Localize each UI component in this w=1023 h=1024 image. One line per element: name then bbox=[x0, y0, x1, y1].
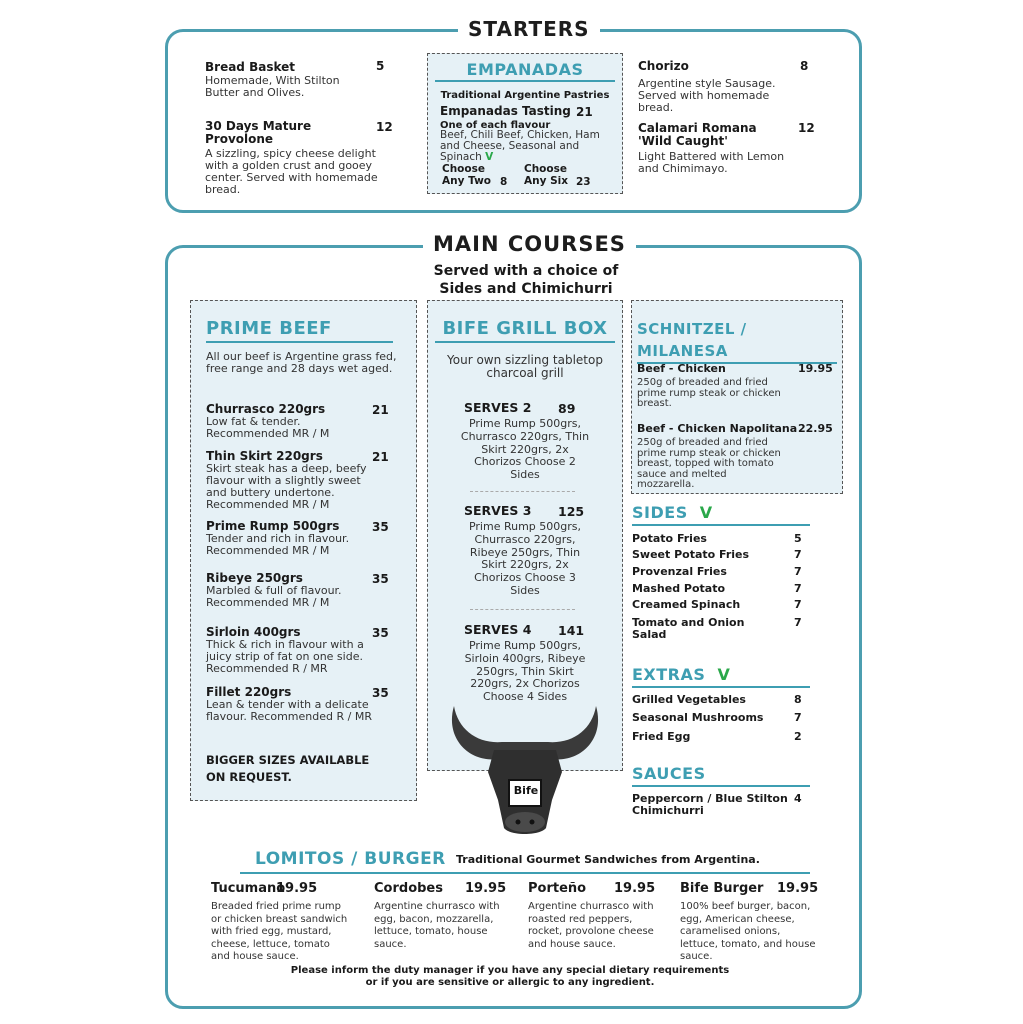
empanadas-flavours bbox=[440, 130, 618, 163]
beef-item-desc: Thick & rich in flavour with a juicy strip of fat on one side. Recommended R / MR bbox=[206, 638, 364, 675]
lomitos-title: LOMITOS / BURGER bbox=[255, 849, 446, 869]
beef-item-desc: Tender and rich in flavour. Recommended MR / M bbox=[206, 532, 350, 557]
lomitos-subtitle: Traditional Gourmet Sandwiches from Argentina. bbox=[456, 853, 760, 866]
lomitos-underline bbox=[240, 872, 810, 874]
main-courses-subtitle: Served with a choice of Sides and Chimichurri bbox=[433, 263, 619, 297]
side-item-name: Potato Fries bbox=[632, 532, 707, 545]
grill-option-name: SERVES 2 bbox=[464, 400, 532, 415]
prime-beef-title: PRIME BEEF bbox=[206, 317, 393, 343]
side-item-price: 7 bbox=[794, 582, 802, 595]
lomito-item-name: Bife Burger bbox=[680, 881, 764, 896]
lomito-item-desc: Argentine churrasco with roasted red peppers, rocket, provolone cheese and house sauce. bbox=[528, 901, 654, 950]
beef-item-price: 35 bbox=[372, 686, 389, 700]
extras-title-text: EXTRAS bbox=[632, 665, 706, 684]
side-item-name: Creamed Spinach bbox=[632, 598, 741, 611]
empanadas-title: EMPANADAS bbox=[435, 59, 615, 82]
side-item-price: 5 bbox=[794, 532, 802, 545]
empanadas-subtitle: Traditional Argentine Pastries bbox=[440, 90, 610, 101]
vegetarian-mark: V bbox=[699, 503, 713, 522]
side-item-name: Provenzal Fries bbox=[632, 565, 727, 578]
beef-item-name: Sirloin 400grs bbox=[206, 625, 301, 639]
starters-title: STARTERS bbox=[458, 17, 600, 41]
bread-basket-price: 5 bbox=[376, 59, 385, 73]
grill-option-price: 125 bbox=[558, 504, 585, 519]
empanadas-flavours-text: Beef, Chili Beef, Chicken, Ham and Cheese, Seasonal and Spinach bbox=[440, 129, 600, 163]
grill-option-price: 89 bbox=[558, 401, 576, 416]
bull-logo-icon bbox=[442, 700, 608, 838]
empanadas-tasting-price: 21 bbox=[576, 105, 593, 119]
beef-item-desc: Low fat & tender. Recommended MR / M bbox=[206, 415, 330, 440]
beef-item-desc: Lean & tender with a delicate flavour. Recommended R / MR bbox=[206, 698, 372, 723]
schnitzel-item-price: 19.95 bbox=[798, 362, 833, 375]
calamari-price: 12 bbox=[798, 121, 815, 135]
grill-option-price: 141 bbox=[558, 623, 585, 638]
lomito-item-desc: Argentine churrasco with egg, bacon, mozzarella, lettuce, tomato, house sauce. bbox=[374, 901, 500, 950]
choose-two: Choose Any Two bbox=[442, 163, 492, 187]
extra-item-price: 7 bbox=[794, 711, 802, 724]
chorizo-desc: Argentine style Sausage. Served with homemade bread. bbox=[638, 77, 776, 114]
extras-title bbox=[632, 664, 810, 688]
side-item-name: Mashed Potato bbox=[632, 582, 726, 595]
side-item-price: 7 bbox=[794, 616, 802, 629]
schnitzel-title: SCHNITZEL / MILANESA bbox=[637, 318, 837, 364]
provolone-price: 12 bbox=[376, 120, 393, 134]
sauces-line-1: Peppercorn / Blue Stilton bbox=[632, 792, 788, 805]
schnitzel-item-desc: 250g of breaded and fried prime rump steak or chicken breast. bbox=[637, 377, 781, 409]
bull-logo-text: Bife bbox=[513, 784, 539, 797]
grill-divider-2 bbox=[470, 609, 575, 610]
chorizo-price: 8 bbox=[800, 59, 809, 73]
lomito-item-price: 19.95 bbox=[465, 881, 507, 896]
sides-title bbox=[632, 502, 810, 526]
extra-item-name: Seasonal Mushrooms bbox=[632, 711, 764, 724]
choose-two-price: 8 bbox=[500, 176, 508, 188]
side-item-name: Sweet Potato Fries bbox=[632, 548, 750, 561]
beef-item-price: 21 bbox=[372, 403, 389, 417]
beef-item-name: Prime Rump 500grs bbox=[206, 519, 340, 533]
extra-item-price: 2 bbox=[794, 730, 802, 743]
lomito-item-desc: Breaded fried prime rump or chicken breast sandwich with fried egg, mustard, cheese, lettuce, tomato and house sauce. bbox=[211, 901, 348, 962]
sauces-price: 4 bbox=[794, 792, 802, 805]
beef-item-price: 21 bbox=[372, 450, 389, 464]
sauces-line-2: Chimichurri bbox=[632, 804, 704, 817]
lomito-item-desc: 100% beef burger, bacon, egg, American cheese, caramelised onions, lettuce, tomato, and house sauce. bbox=[680, 901, 816, 962]
side-item-price: 7 bbox=[794, 548, 802, 561]
beef-item-price: 35 bbox=[372, 626, 389, 640]
sauces-title: SAUCES bbox=[632, 763, 810, 787]
beef-item-name: Thin Skirt 220grs bbox=[206, 449, 323, 463]
empanadas-one-each: One of each flavour bbox=[440, 120, 551, 131]
empanadas-tasting: Empanadas Tasting bbox=[440, 104, 571, 118]
beef-item-name: Churrasco 220grs bbox=[206, 402, 326, 416]
allergy-note-line-2: or if you are sensitive or allergic to any ingredient. bbox=[365, 977, 655, 988]
schnitzel-item-name: Beef - Chicken bbox=[637, 362, 726, 375]
grill-option-desc: Prime Rump 500grs, Churrasco 220grs, Ribeye 250grs, Thin Skirt 220grs, 2x Chorizos Choose 3 Sides bbox=[468, 520, 582, 597]
calamari-desc: Light Battered with Lemon and Chimimayo. bbox=[638, 150, 785, 175]
side-item-name: Tomato and Onion Salad bbox=[632, 616, 745, 641]
sides-title-text: SIDES bbox=[632, 503, 688, 522]
choose-six-price: 23 bbox=[576, 176, 591, 188]
bread-basket-name: Bread Basket bbox=[205, 60, 295, 74]
extra-item-price: 8 bbox=[794, 693, 802, 706]
beef-item-price: 35 bbox=[372, 572, 389, 586]
grill-option-name: SERVES 3 bbox=[464, 503, 532, 518]
schnitzel-item-name: Beef - Chicken Napolitana bbox=[637, 422, 798, 435]
grill-box-intro: Your own sizzling tabletop charcoal grill bbox=[447, 353, 603, 380]
side-item-price: 7 bbox=[794, 565, 802, 578]
vegetarian-mark: V bbox=[485, 151, 494, 163]
beef-item-name: Fillet 220grs bbox=[206, 685, 292, 699]
choose-six: Choose Any Six bbox=[524, 163, 569, 187]
allergy-note-line-1: Please inform the duty manager if you have any special dietary requirements bbox=[290, 965, 730, 976]
bigger-sizes-note: BIGGER SIZES AVAILABLE ON REQUEST. bbox=[206, 753, 370, 784]
lomito-item-price: 19.95 bbox=[777, 881, 819, 896]
beef-item-price: 35 bbox=[372, 520, 389, 534]
grill-box-title: BIFE GRILL BOX bbox=[435, 317, 615, 343]
schnitzel-item-desc: 250g of breaded and fried prime rump steak or chicken breast, topped with tomato sauce and melted mozzarella. bbox=[637, 437, 781, 490]
schnitzel-item-price: 22.95 bbox=[798, 422, 833, 435]
lomito-item-price: 19.95 bbox=[614, 881, 656, 896]
side-item-price: 7 bbox=[794, 598, 802, 611]
calamari-name: Calamari Romana 'Wild Caught' bbox=[638, 121, 757, 148]
provolone-name: 30 Days Mature Provolone bbox=[205, 119, 312, 146]
beef-item-desc: Marbled & full of flavour. Recommended MR / M bbox=[206, 584, 342, 609]
lomito-item-price: 19.95 bbox=[276, 881, 318, 896]
lomito-item-name: Tucumano bbox=[211, 881, 286, 896]
beef-item-desc: Skirt steak has a deep, beefy flavour with a slightly sweet and buttery undertone. Recommended MR / M bbox=[206, 462, 367, 511]
extra-item-name: Fried Egg bbox=[632, 730, 691, 743]
vegetarian-mark: V bbox=[717, 665, 731, 684]
grill-option-name: SERVES 4 bbox=[464, 622, 532, 637]
lomito-item-name: Cordobes bbox=[374, 881, 443, 896]
provolone-desc: A sizzling, spicy cheese delight with a golden crust and gooey center. Served with homemade bread. bbox=[205, 147, 378, 196]
main-courses-title: MAIN COURSES bbox=[423, 230, 636, 258]
beef-item-name: Ribeye 250grs bbox=[206, 571, 303, 585]
grill-option-desc: Prime Rump 500grs, Sirloin 400grs, Ribeye 250grs, Thin Skirt 220grs, 2x Chorizos Choose 4 Sides bbox=[464, 639, 586, 704]
chorizo-name: Chorizo bbox=[638, 59, 689, 73]
lomito-item-name: Porteño bbox=[528, 881, 587, 896]
bread-basket-desc: Homemade, With Stilton Butter and Olives. bbox=[205, 74, 340, 99]
prime-beef-intro: All our beef is Argentine grass fed, free range and 28 days wet aged. bbox=[206, 350, 397, 375]
grill-option-desc: Prime Rump 500grs, Churrasco 220grs, Thin Skirt 220grs, 2x Chorizos Choose 2 Sides bbox=[460, 417, 590, 482]
extra-item-name: Grilled Vegetables bbox=[632, 693, 746, 706]
grill-divider-1 bbox=[470, 491, 575, 492]
